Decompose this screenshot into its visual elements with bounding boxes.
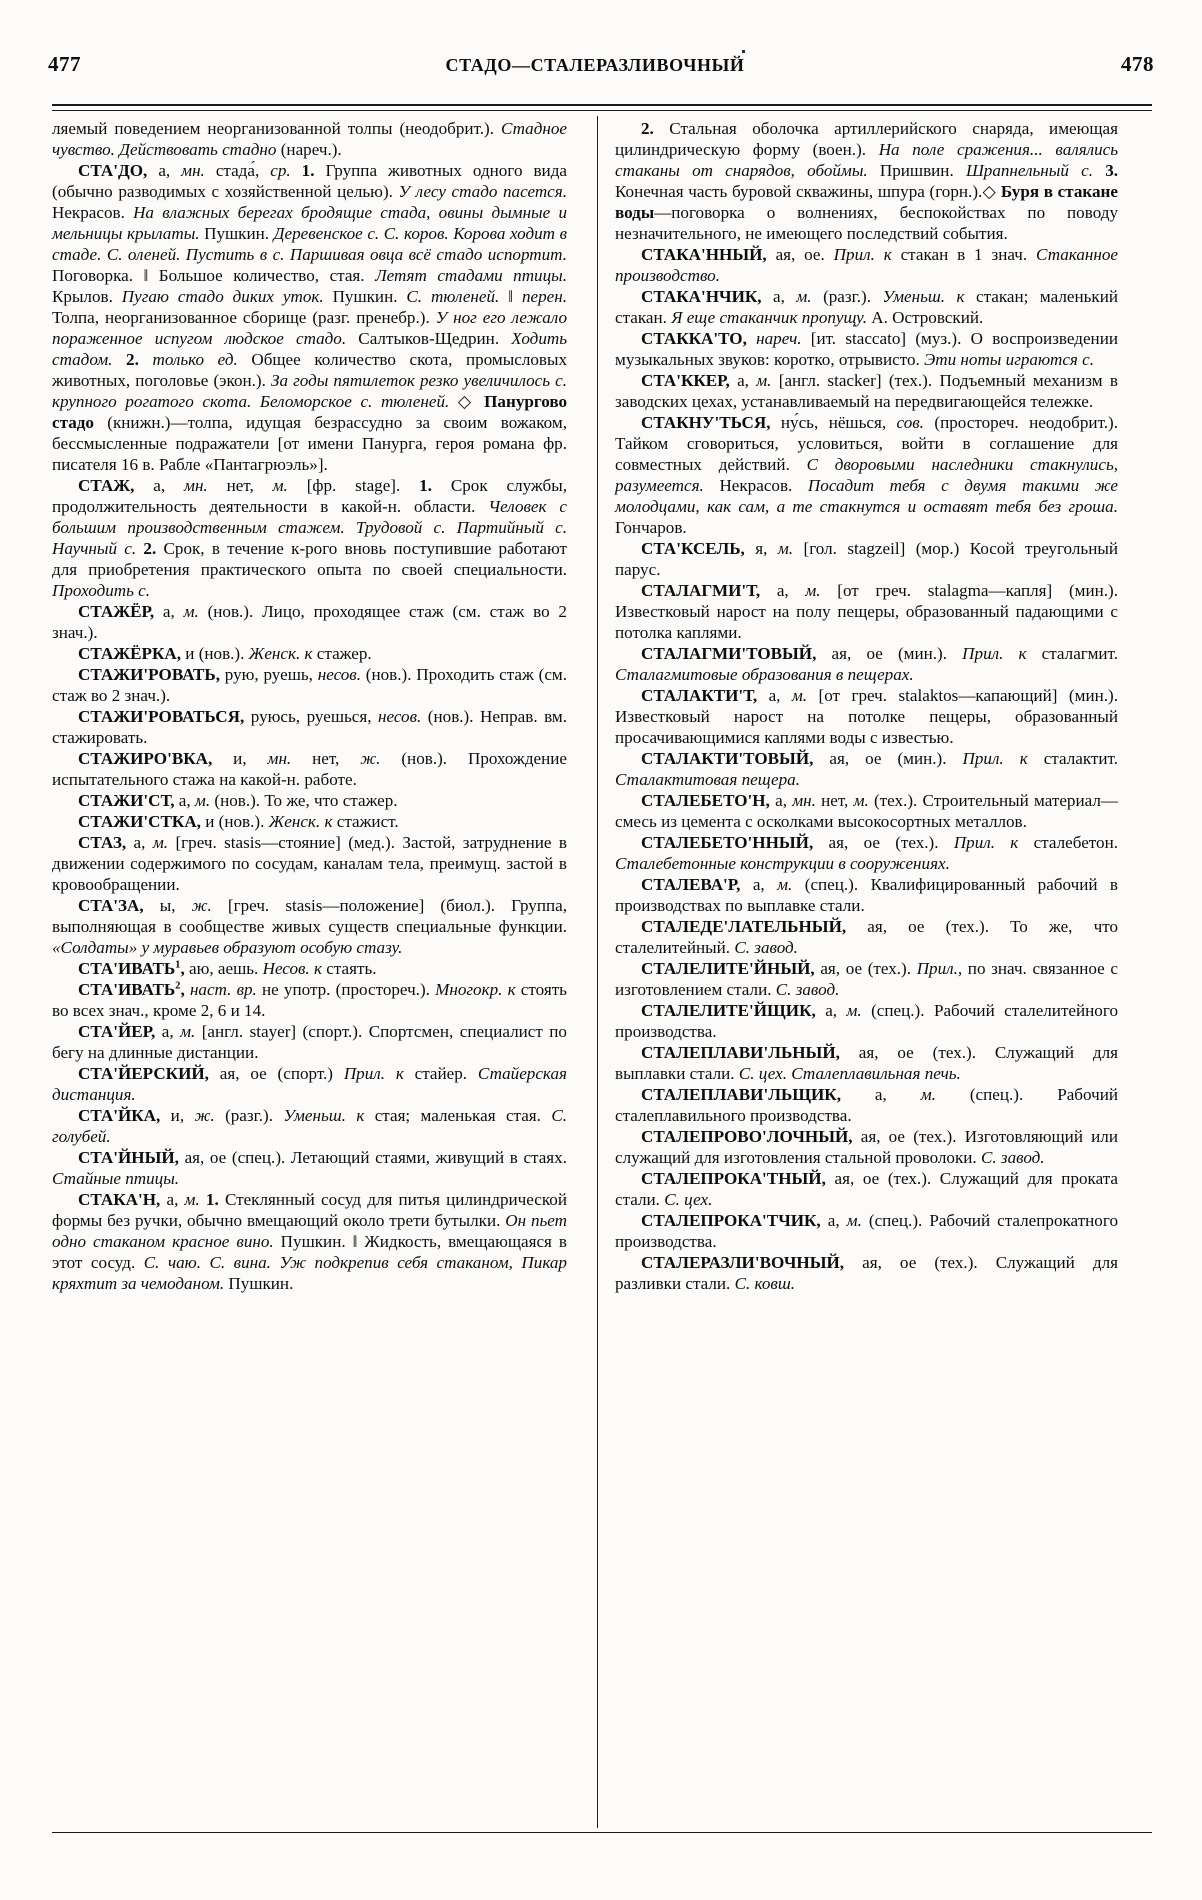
- header-rule-thick: [52, 104, 1152, 106]
- dictionary-entry: СТА'ДО, а, мн. стада́, ср. 1. Группа животных одного вида (обычно разводимых с хозяйственной целью). У лесу стадо пасется. Некрасов. На влажных берегах бродящие стада, овины дымные и мельницы крылаты. Пушкин. Деревенское с. С. коров. Корова ходит в стаде. С. оленей. Пустить в с. Паршивая овца всё стадо испортит. Поговорка. ‖ Большое количество, стая. Летят стадами птицы. Крылов. Пугаю стадо диких уток. Пушкин. С. тюленей. ‖ перен. Толпа, неорганизованное сборище (разг. пренебр.). У ног его лежало пораженное испугом людское стадо. Салтыков-Щедрин. Ходить стадом. 2. только ед. Общее количество скота, промысловых животных, поголовье (экон.). За годы пятилеток резко увеличилось с. крупного рогатого скота. Беломорское с. тюленей. ◇ Панургово стадо (книжн.)—толпа, идущая безрассудно за своим вожаком, бессмысленные подражатели [от имени Панурга, героя романа фр. писателя 16 в. Рабле «Пантагрюэль»].: [52, 161, 568, 474]
- dictionary-entry: СТАЛАГМИ'Т, а, м. [от греч. stalagma—капля] (мин.). Известковый нарост на полу пещеры, образованный падающими с потолка каплями.: [615, 581, 1118, 642]
- header-speck: [742, 50, 745, 53]
- dictionary-entry: СТАЛАКТИ'ТОВЫЙ, ая, ое (мин.). Прил. к сталактит. Сталактитовая пещера.: [615, 749, 1118, 789]
- column-left: [52, 118, 585, 1832]
- dictionary-entry: СТАЛАКТИ'Т, а, м. [от греч. stalaktos—капающий] (мин.). Известковый нарост на потолке пещеры, образованный просачивающимися каплями воды с известью.: [615, 686, 1118, 747]
- dictionary-entry: СТАЖИ'СТКА, и (нов.). Женск. к стажист.: [78, 812, 399, 831]
- dictionary-entry: СТАЛЕЛИТЕ'ЙЩИК, а, м. (спец.). Рабочий сталелитейного производства.: [615, 1001, 1118, 1041]
- dictionary-entry: СТА'ККЕР, а, м. [англ. stacker] (тех.). Подъемный механизм в заводских цехах, устанавливаемый на передвигающейся тележке.: [615, 371, 1118, 411]
- entry-continuation: 2. Стальная оболочка артиллерийского снаряда, имеющая цилиндрическую форму (воен.). На поле сражения... валялись стаканы от снарядов, обоймы. Пришвин. Шрапнельный с. 3. Конечная часть буровой скважины, шпура (горн.).◇ Буря в стакане воды—поговорка о волнениях, беспокойствах по поводу незначительного, не имеющего последствий события.: [615, 119, 1119, 243]
- running-title: СТАДО—СТАЛЕРАЗЛИВОЧНЫЙ: [445, 55, 745, 75]
- dictionary-entry: СТАЖИ'СТ, а, м. (нов.). То же, что стажер.: [78, 791, 398, 810]
- dictionary-entry: СТАЗ, а, м. [греч. stasis—стояние] (мед.). Застой, затруднение в движении содержимого по сосудам, каналам тела, преимущ. застой в кровообращении.: [52, 833, 567, 894]
- dictionary-entry: СТАКА'НЧИК, а, м. (разг.). Уменьш. к стакан; маленький стакан. Я еще стаканчик пропущу. А. Островский.: [615, 287, 1119, 327]
- dictionary-entry: СТАЛЕПЛАВИ'ЛЬЩИК, а, м. (спец.). Рабочий сталеплавильного производства.: [615, 1085, 1118, 1125]
- dictionary-entry: СТА'ЙЕРСКИЙ, ая, ое (спорт.) Прил. к стайер. Стайерская дистанция.: [52, 1064, 567, 1104]
- dictionary-entry: СТАЛЕРАЗЛИ'ВОЧНЫЙ, ая, ое (тех.). Служащий для разливки стали. С. ковш.: [615, 1253, 1118, 1293]
- dictionary-entry: СТАКА'ННЫЙ, ая, ое. Прил. к стакан в 1 знач. Стаканное производство.: [615, 245, 1119, 285]
- dictionary-entry: СТА'ИВАТЬ$^1$, аю, аешь. Несов. к стаять.: [78, 959, 377, 978]
- dictionary-entry: СТАЛЕВА'Р, а, м. (спец.). Квалифицированный рабочий в производствах по выплавке стали.: [615, 875, 1118, 915]
- text-body: [52, 118, 1152, 1832]
- running-head: [48, 52, 1154, 82]
- dictionary-entry: СТА'КСЕЛЬ, я, м. [гол. stagzeil] (мор.) Косой треугольный парус.: [615, 539, 1118, 579]
- dictionary-entry: СТАЛЕБЕТО'ННЫЙ, ая, ое (тех.). Прил. к сталебетон. Сталебетонные конструкции в сооружениях.: [615, 833, 1118, 873]
- dictionary-entry: СТАЛЕБЕТО'Н, а, мн. нет, м. (тех.). Строительный материал—смесь из цемента с осколками высокосортных металлов.: [615, 791, 1118, 831]
- dictionary-entry: СТАЛЕПРОВО'ЛОЧНЫЙ, ая, ое (тех.). Изготовляющий или служащий для изготовления стальной проволоки. С. завод.: [615, 1127, 1118, 1167]
- dictionary-entry: СТА'ИВАТЬ$^2$, наст. вр. не употр. (простореч.). Многокр. к стоять во всех знач., кроме 2, 6 и 14.: [52, 980, 567, 1020]
- dictionary-entry: СТАЖИРО'ВКА, и, мн. нет, ж. (нов.). Прохождение испытательного стажа на какой-н. работе.: [52, 749, 567, 789]
- dictionary-entry: СТАЖЁРКА, и (нов.). Женск. к стажер.: [78, 644, 372, 663]
- entry-continuation: ляемый поведением неорганизованной толпы (неодобрит.). Стадное чувство. Действовать стадно (нареч.).: [52, 119, 567, 159]
- folio-left: 477: [48, 52, 81, 76]
- dictionary-entry: СТАЖИ'РОВАТЬ, рую, руешь, несов. (нов.). Проходить стаж (см. стаж во 2 знач.).: [52, 665, 567, 705]
- dictionary-entry: СТАЛЕПРОКА'ТЧИК, а, м. (спец.). Рабочий сталепрокатного производства.: [615, 1211, 1118, 1251]
- dictionary-entry: СТА'ЙЕР, а, м. [англ. stayer] (спорт.). Спортсмен, специалист по бегу на длинные дистанции.: [52, 1022, 567, 1062]
- dictionary-entry: СТА'ЙНЫЙ, ая, ое (спец.). Летающий стаями, живущий в стаях. Стайные птицы.: [52, 1148, 567, 1188]
- dictionary-entry: СТАЖ, а, мн. нет, м. [фр. stage]. 1. Срок службы, продолжительность деятельности в какой-н. области. Человек с большим производственным стажем. Трудовой с. Партийный с. Научный с. 2. Срок, в течение к-рого вновь поступившие работают для приобретения практического опыта по своей специальности. Проходить с.: [52, 476, 568, 600]
- dictionary-entry: СТА'ЙКА, и, ж. (разг.). Уменьш. к стая; маленькая стая. С. голубей.: [52, 1106, 568, 1146]
- dictionary-entry: СТАКА'Н, а, м. 1. Стеклянный сосуд для питья цилиндрической формы без ручки, обычно вмещающий около трети бутылки. Он пьет одно стаканом красное вино. Пушкин. ‖ Жидкость, вмещающаяся в этот сосуд. С. чаю. С. вина. Уж подкрепив себя стаканом, Пикар кряхтит за чемоданом. Пушкин.: [52, 1190, 567, 1293]
- dictionary-entry: СТАКНУ'ТЬСЯ, ну́сь, нёшься, сов. (простореч. неодобрит.). Тайком сговориться, условиться, войти в соглашение для совместных действий. С дворовыми наследники стакнулись, разумеется. Некрасов. Посадит тебя с двумя такими же молодцами, как сам, а те стакнутся и оставят тебя без гроша. Гончаров.: [615, 413, 1118, 537]
- dictionary-entry: СТАЛЕПРОКА'ТНЫЙ, ая, ое (тех.). Служащий для проката стали. С. цех.: [615, 1169, 1118, 1209]
- dictionary-entry: СТАЛЕЛИТЕ'ЙНЫЙ, ая, ое (тех.). Прил., по знач. связанное с изготовлением стали. С. завод.: [615, 959, 1118, 999]
- header-rule-thin: [52, 110, 1152, 111]
- dictionary-entry: СТАЛАГМИ'ТОВЫЙ, ая, ое (мин.). Прил. к сталагмит. Сталагмитовые образования в пещерах.: [615, 644, 1118, 684]
- footer-rule: [52, 1832, 1152, 1833]
- dictionary-entry: СТАЛЕДЕ'ЛАТЕЛЬНЫЙ, ая, ое (тех.). То же, что сталелитейный. С. завод.: [615, 917, 1118, 957]
- dictionary-entry: СТАЖИ'РОВАТЬСЯ, руюсь, руешься, несов. (нов.). Неправ. вм. стажировать.: [52, 707, 567, 747]
- dictionary-entry: СТАККА'ТО, нареч. [ит. staccato] (муз.). О воспроизведении музыкальных звуков: коротко, отрывисто. Эти ноты играются с.: [615, 329, 1118, 369]
- dictionary-entry: СТАЖЁР, а, м. (нов.). Лицо, проходящее стаж (см. стаж во 2 знач.).: [52, 602, 567, 642]
- dictionary-entry: СТАЛЕПЛАВИ'ЛЬНЫЙ, ая, ое (тех.). Служащий для выплавки стали. С. цех. Сталеплавильная печь.: [615, 1043, 1118, 1083]
- dictionary-entry: СТА'ЗА, ы, ж. [греч. stasis—положение] (биол.). Группа, выполняющая в сообществе живых существ специальные функции. «Солдаты» у муравьев образуют особую стазу.: [52, 896, 567, 957]
- column-right: [585, 118, 1118, 1832]
- folio-right: 478: [1121, 52, 1154, 76]
